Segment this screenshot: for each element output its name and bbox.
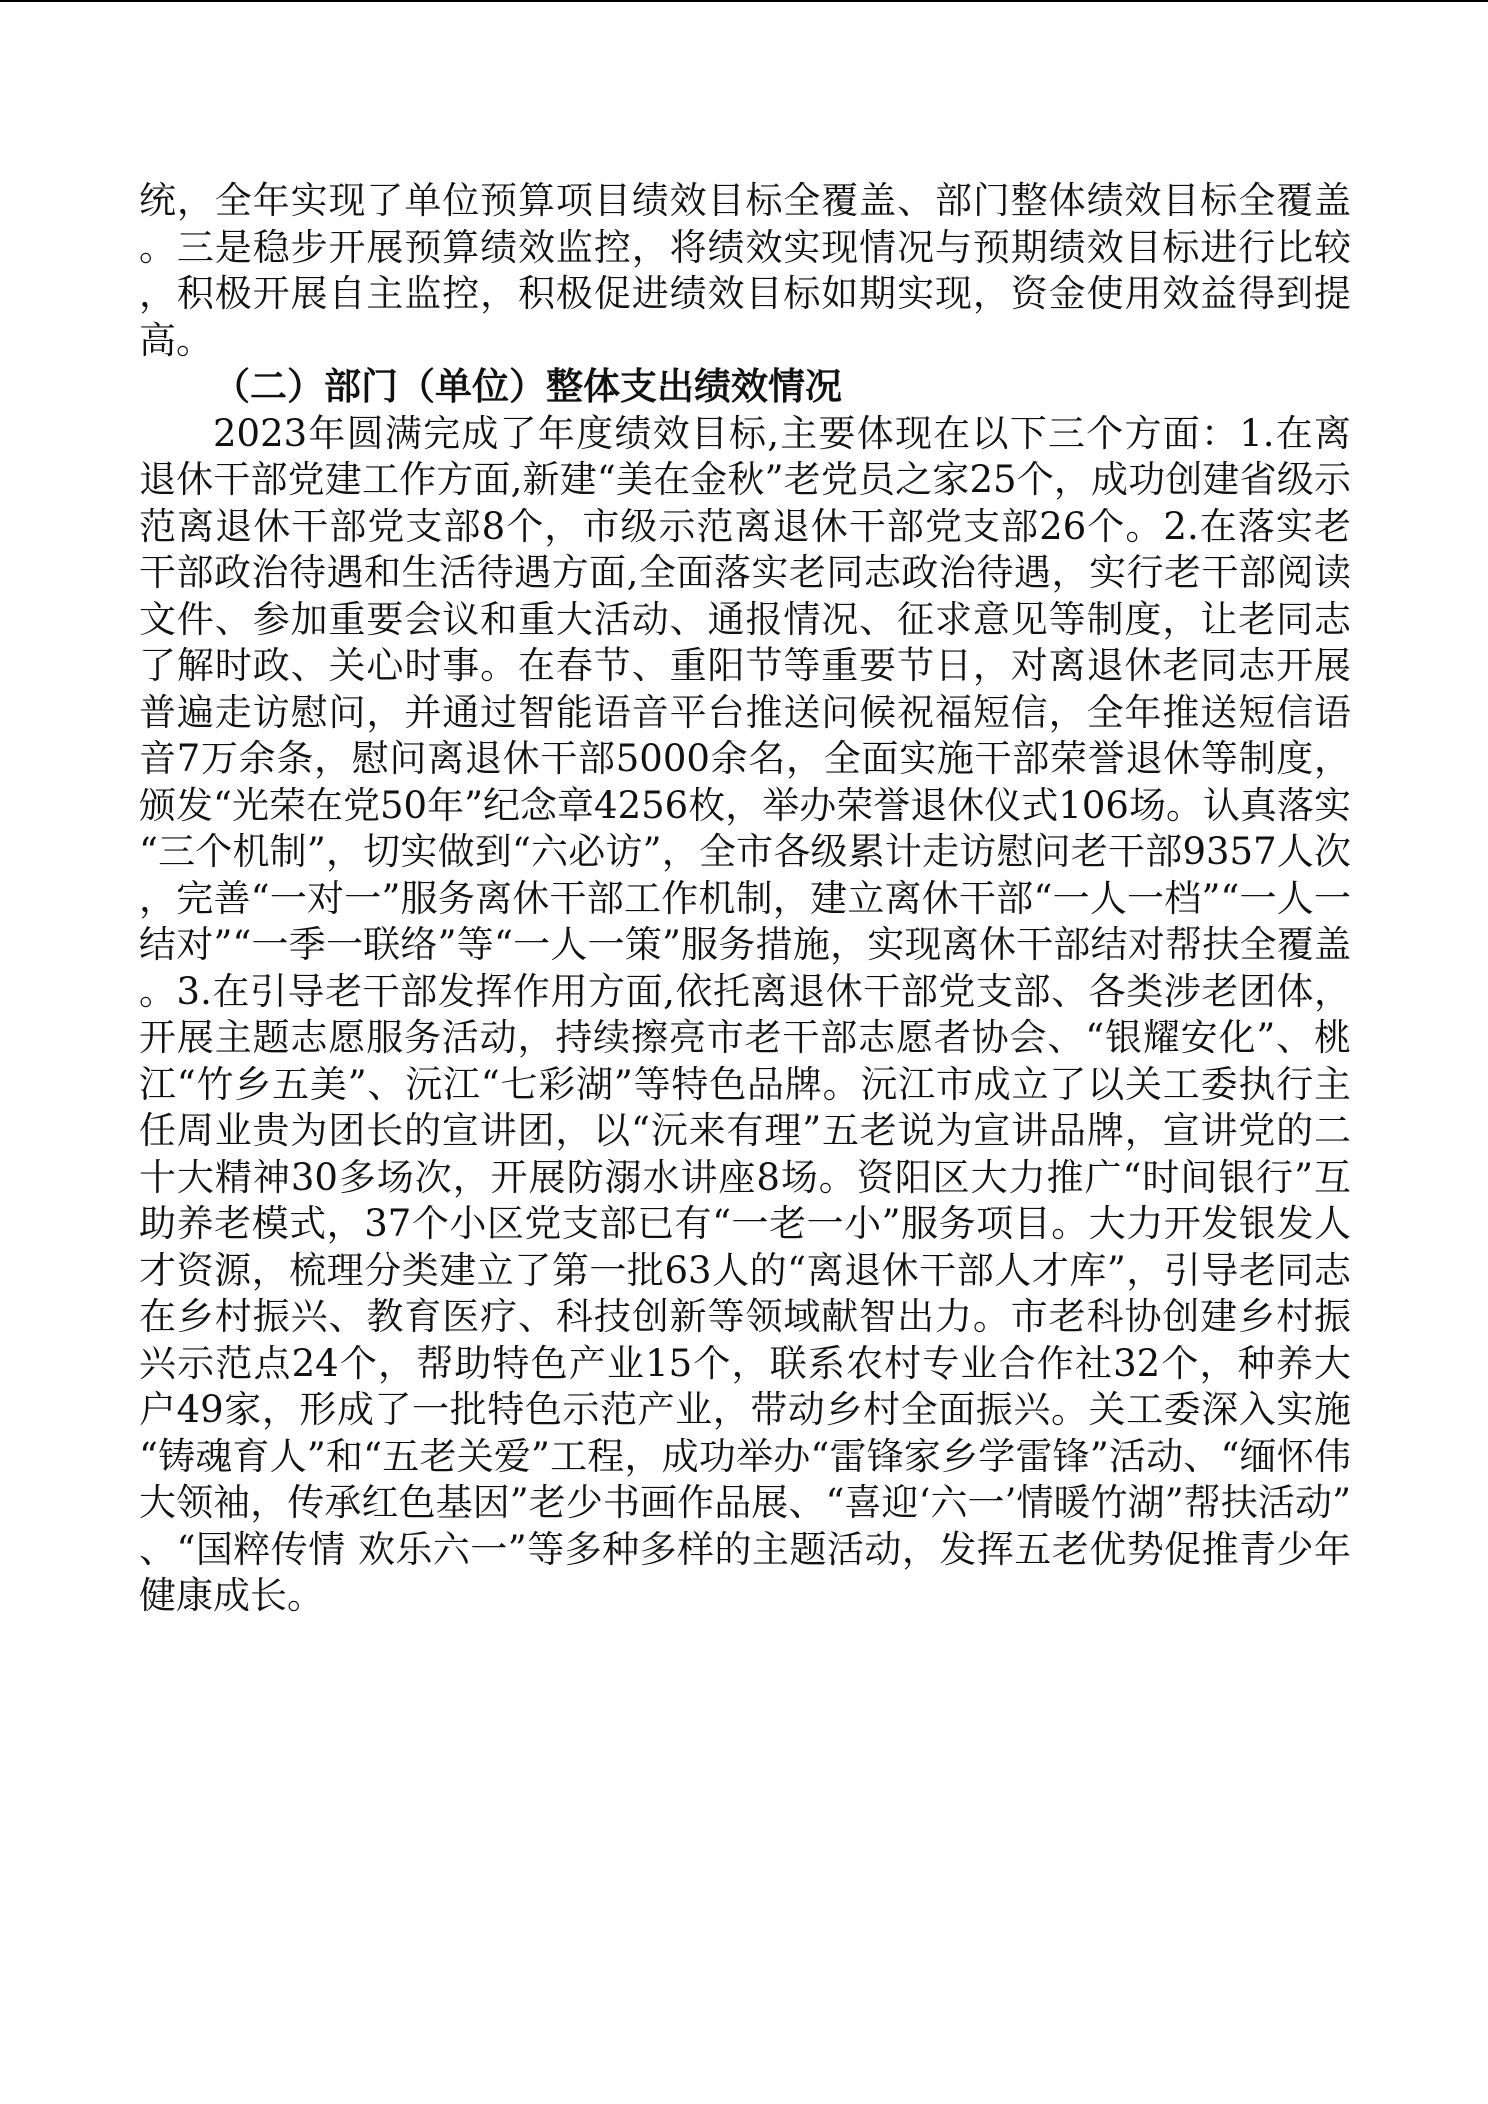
section-heading: （二）部门（单位）整体支出绩效情况 <box>213 365 842 408</box>
top-border-line <box>0 0 1488 2</box>
continued-paragraph: 统，全年实现了单位预算项目绩效目标全覆盖、部门整体绩效目标全覆盖。三是稳步开展预算绩效监控，将绩效实现情况与预期绩效目标进行比较，积极开展自主监控，积极促进绩效目标如期实现，资金使用效益得到提高。 <box>139 179 1351 362</box>
body-paragraph: 2023年圆满完成了年度绩效目标,主要体现在以下三个方面：1.在离退休干部党建工作方面,新建“美在金秋”老党员之家25个，成功创建省级示范离退休干部党支部8个，市级示范离退休干部党支部26个。2.在落实老干部政治待遇和生活待遇方面,全面落实老同志政治待遇，实行老干部阅读文件、参加重要会议和重大活动、通报情况、征求意见等制度，让老同志了解时政、关心时事。在春节、重阳节等重要节日，对离退休老同志开展普遍走访慰问，并通过智能语音平台推送问候祝福短信，全年推送短信语音7万余条，慰问离退休干部5000余名，全面实施干部荣誉退休等制度，颁发“光荣在党50年”纪念章4256枚，举办荣誉退休仪式106场。认真落实“三个机制”，切实做到“六必访”，全市各级累计走访慰问老干部9357人次，完善“一对一”服务离休干部工作机制，建立离休干部“一人一档”“一人一结对”“一季一联络”等“一人一策”服务措施，实现离休干部结对帮扶全覆盖。3.在引导老干部发挥作用方面,依托离退休干部党支部、各类涉老团体，开展主题志愿服务活动，持续擦亮市老干部志愿者协会、“银耀安化”、桃江“竹乡五美”、沅江“七彩湖”等特色品牌。沅江市成立了以关工委执行主任周业贵为团长的宣讲团，以“沅来有理”五老说为宣讲品牌，宣讲党的二十大精神30多场次，开展防溺水讲座8场。资阳区大力推广“时间银行”互助养老模式，37个小区党支部已有“一老一小”服务项目。大力开发银发人才资源，梳理分类建立了第一批63人的“离退休干部人才库”，引导老同志在乡村振兴、教育医疗、科技创新等领域献智出力。市老科协创建乡村振兴示范点24个，帮助特色产业15个，联系农村专业合作社32个，种养大户49家，形成了一批特色示范产业，带动乡村全面振兴。关工委深入实施“铸魂育人”和“五老关爱”工程，成功举办“雷锋家乡学雷锋”活动、“缅怀伟大领袖，传承红色基因”老少书画作品展、“喜迎‘六一’情暖竹湖”帮扶活动”、“国粹传情 欢乐六一”等多种多样的主题活动，发挥五老优势促推青少年健康成长。 <box>139 411 1351 1617</box>
document-body <box>139 178 1351 1620</box>
